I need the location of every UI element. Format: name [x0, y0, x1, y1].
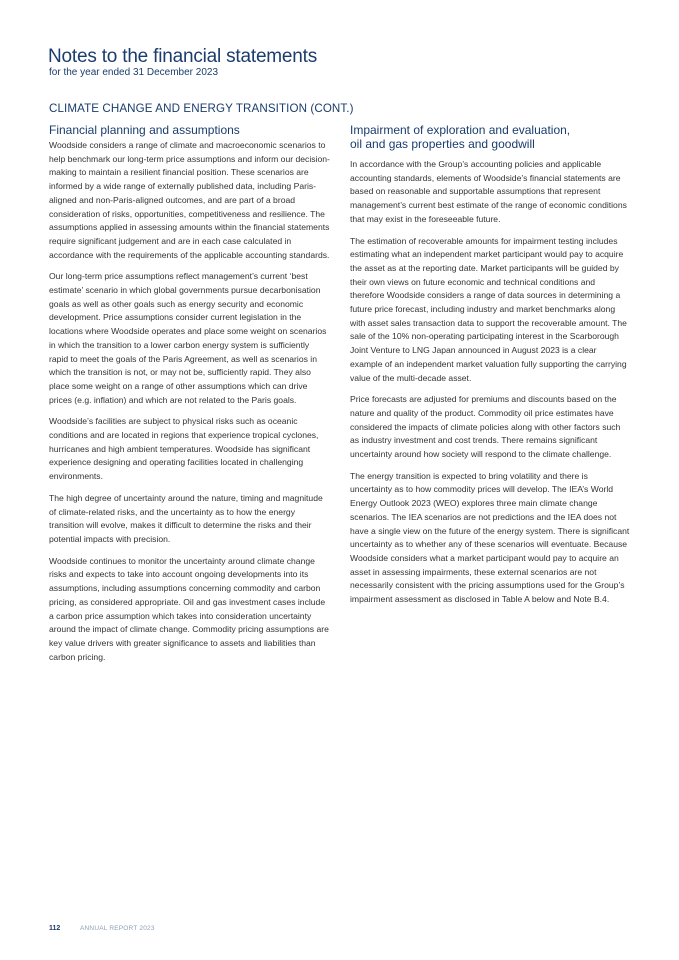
page-subtitle: for the year ended 31 December 2023: [49, 67, 218, 78]
right-paragraph-2: The estimation of recoverable amounts for impairment testing includes estimating what an independent market participant would pay to acquire the asset as at the reporting date. Market participants will be guided by their own views on future economic and technical conditions and therefore Woodside considers a range of data sources in determining a future price forecast, including industry and market benchmarks along with asset sales transaction data to support the recoverable amount. The sale of the 10% non-operating participating interest in the Scarborough Joint Venture to LNG Japan announced in August 2023 is a clear example of an independent market valuation fully supporting the carrying value of the multi-decade asset.: [350, 235, 627, 383]
right-paragraph-1: In accordance with the Group’s accounting policies and applicable accounting standards, elements of Woodside’s financial statements are based on reasonable and supportable assumptions that represent management’s current best estimate of the range of economic conditions that may exist in the foreseeable future.: [350, 159, 627, 224]
left-paragraph-1: Woodside considers a range of climate and macroeconomic scenarios to help benchmark our long-term price assumptions and inform our decision-making to maintain a resilient financial position. These scenarios are informed by a wide range of externally published data, including Paris-aligned and non-Paris-aligned outcomes, and are part of a broad consideration of risks, opportunities, competitiveness and resilience. The assumptions applied in assessing amounts within the financial statements require significant judgement and are in each case calculated in accordance with the requirements of the applicable accounting standards.: [49, 140, 330, 260]
left-paragraph-3: Woodside’s facilities are subject to physical risks such as oceanic conditions and are located in regions that experience tropical cyclones, hurricanes and high ambient temperatures. Woodside has significant experience designing and operating facilities located in challenging environments.: [49, 416, 319, 482]
footer-label: ANNUAL REPORT 2023: [80, 925, 155, 932]
left-heading: Financial planning and assumptions: [49, 123, 240, 137]
right-heading-line-1: Impairment of exploration and evaluation,: [350, 123, 571, 137]
right-heading-line-2: oil and gas properties and goodwill: [350, 137, 535, 151]
right-paragraph-3: Price forecasts are adjusted for premiums and discounts based on the nature and quality of the product. Commodity oil price estimates have considered the impacts of climate policies along with other factors such as industry investment and cost trends. There remains significant uncertainty around how society will respond to the climate challenge.: [350, 394, 621, 460]
right-heading: [350, 123, 631, 151]
page-number: 112: [49, 925, 61, 932]
section-title: CLIMATE CHANGE AND ENERGY TRANSITION (CONT.): [49, 102, 354, 115]
left-paragraph-4: The high degree of uncertainty around the nature, timing and magnitude of climate-related risks, and the uncertainty as to how the energy transition will evolve, makes it difficult to determine the risks and their potential impacts with precision.: [49, 492, 323, 544]
left-paragraph-2: Our long-term price assumptions reflect management’s current ‘best estimate’ scenario in which global governments pursue decarbonisation goals as well as other goals such as energy security and economic development. Price assumptions consider current legislation in the locations where Woodside operates and place some weight on scenarios in which the transition to a lower carbon energy system is sufficiently rapid to meet the goals of the Paris Agreement, as well as scenarios in which the transition is not, or may not be, sufficiently rapid. They also place some weight on a range of other assumptions which can drive prices (e.g. inflation) and which are not related to the Paris goals.: [49, 271, 327, 405]
left-paragraph-5: Woodside continues to monitor the uncertainty around climate change risks and expects to take into account ongoing developments into its assumptions, including assumptions concerning commodity and carbon pricing, as considered appropriate. Oil and gas investment cases include a carbon price assumption which takes into consideration uncertainty around the impact of climate change. Commodity pricing assumptions are key value drivers with greater significance to assets and liabilities than carbon pricing.: [49, 555, 329, 662]
left-column: [49, 123, 330, 672]
right-paragraph-4: The energy transition is expected to bring volatility and there is uncertainty as to how commodity prices will develop. The IEA’s World Energy Outlook 2023 (WEO) explores three main climate change scenarios. The IEA scenarios are not predictions and the IEA does not have a single view on the future of the energy system. There is significant uncertainty as to whether any of these scenarios will eventuate. Because Woodside considers what a market participant would pay to acquire an asset in assessing impairments, these external scenarios are not necessarily consistent with the pricing assumptions used for the Group’s impairment assessment as disclosed in Table A below and Note B.4.: [350, 470, 630, 605]
right-column: [350, 123, 631, 615]
page-title: Notes to the financial statements: [48, 46, 318, 67]
